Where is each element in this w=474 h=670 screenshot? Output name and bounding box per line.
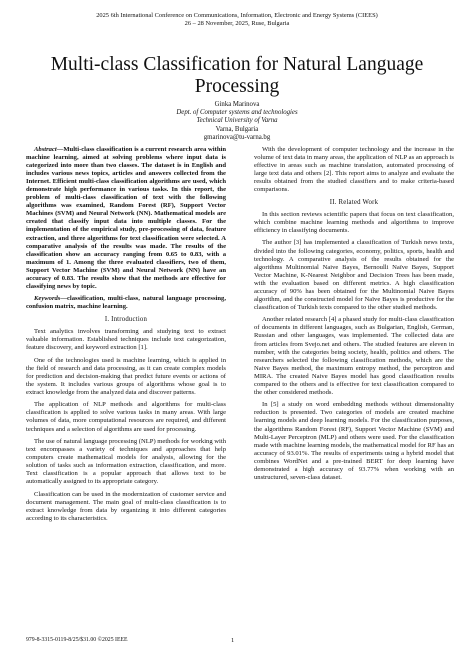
author-university: Technical University of Varna bbox=[196, 117, 278, 125]
abstract bbox=[26, 146, 226, 291]
paragraph: The application of NLP methods and algorithms for multi-class classification is applied to solve various tasks in many areas. With large volumes of data, more computational resources are required, and different techniques and a selection of algorithms are used for processing. bbox=[26, 401, 226, 433]
keywords-text: —classification, multi-class, natural language processing, confusion matrix, machine learning. bbox=[26, 295, 226, 311]
author-block bbox=[0, 101, 474, 142]
paragraph: Classification can be used in the modernization of customer service and document management. The main goal of multi-class classification is to extract knowledge from data by organizing it into different categories according to its characteristics. bbox=[26, 490, 226, 522]
author-city: Varna, Bulgaria bbox=[215, 125, 259, 133]
page-number: 1 bbox=[231, 637, 235, 644]
left-column bbox=[26, 146, 226, 528]
author-name: Ginka Marinova bbox=[214, 101, 260, 108]
paragraph: The use of natural language processing (NLP) methods for working with text encompasses a variety of techniques and approaches that help computers create mathematical models for analysis, allowing for the solution of tasks such as information extraction, classification, and more. Text classification is a popular approach that allows text to be automatically assigned to its appropriate category. bbox=[26, 438, 226, 486]
paragraph: Another related research [4] a phased study for multi-class classification of documents in different languages, such as Bulgarian, English, German, Russian and other languages, was implemented. The collected data are from articles from Svejo.net and others. The studied features are eleven in number, with the categories being society, health, politics and others. The researchers selected the following classification methods, which are the Naive Bayes method, the maximum entropy method, the perceptron and MIRA. The created Naive Bayes model has good classification results compared to the others and is effective for text classification compared to the other considered methods. bbox=[254, 316, 454, 396]
page-footer bbox=[26, 637, 448, 643]
paper-title: Multi-class Classification for Natural Language Processing bbox=[50, 54, 424, 97]
paragraph: With the development of computer technology and the increase in the volume of text data in many areas, the application of NLP as an approach is effective in areas such as machine translation, automated processing of large text data and others [2]. This report aims to analyze and evaluate the results obtained from the studied classifiers and to make criteria-based comparisons. bbox=[254, 146, 454, 194]
abstract-label: Abstract bbox=[34, 146, 57, 153]
paragraph: In this section reviews scientific papers that focus on text classification, which combine machine learning methods and algorithms to improve efficiency in classifying documents. bbox=[254, 210, 454, 234]
conference-header bbox=[0, 12, 474, 28]
abstract-text: —Multi-class classification is a current research area within machine learning, aimed at solving problems where input data is categorized into more than two classes. The dataset is in English and includes various news topics, articles and answers collected from the Internet. Efficient multi-class classification algorithms are used, which demonstrate high performance in various tasks. In this report, the problem of multi-class classification of text with the following algorithms was examined, Random Forest (RF), Support Vector Machines (SVM) and Neural Network (NN). Mathematical models are created that classify input data into multiple classes. For the implementation of the empirical study, pre-processing of data, feature extraction, and three algorithms for text classification were selected. A comparative analysis of the results was made. The results of the classification show an accuracy ranging from 0.65 to 0.83, with a maximum of 1. Among the three evaluated classifiers, two of them, Support Vector Machine (SVM) and Neural Network (NN) have an accuracy of 0.83. The results show that the methods are effective for classifying news by topic. bbox=[26, 146, 226, 290]
right-column bbox=[254, 146, 454, 486]
conference-line-2: 26 – 28 November, 2025, Ruse, Bulgaria bbox=[184, 20, 290, 27]
isbn-line: 979-8-3315-0119-8/25/$31.00 ©2025 IEEE bbox=[26, 637, 128, 643]
paragraph: In [5] a study on word embedding methods without dimensionality reduction is presented. Two categories of models are created machine learning models and deep learning models. For the classification purposes, the algorithms Random Forest (RF), Support Vector Machine (SVM) and Multi-Layer Perceptron (MLP) and others were used. For the classification made with machine learning models, the mathematical model for RF has an accuracy of 93.01%. The results of experiments using a hybrid model that combines WordNet and a pre-trained BERT for deep learning have demonstrated a high accuracy of 93.77% when working with an unstructured, seven-class dataset. bbox=[254, 401, 454, 481]
author-dept: Dept. of Computer systems and technologies bbox=[176, 109, 298, 117]
conference-line-1: 2025 6th International Conference on Communications, Information, Electronic and Energy Systems (CIEES) bbox=[96, 12, 378, 19]
section-heading-related: II. Related Work bbox=[329, 198, 379, 206]
section-heading-intro: I. Introduction bbox=[104, 315, 148, 323]
author-email: gmarinova@tu-varna.bg bbox=[203, 133, 271, 141]
keywords-label: Keywords bbox=[34, 295, 61, 303]
paragraph: The author [3] has implemented a classification of Turkish news texts, divided into the following categories, economy, politics, sports, health and technology. A comparative analysis of the results obtained for the algorithms Multinomial Naive Bayes, Bernoulli Naïve Bayes, Support Vector Machine, K-Nearest Neighbor and Decision Trees has been made, with the evaluation based on different metrics. A high classification accuracy of 90% has been obtained for the Multinomial Naive Bayes algorithm, and the constructed model for Naïve Bayes is productive for the classification of Turkish texts compared to the other studied methods. bbox=[254, 239, 454, 311]
keywords bbox=[26, 295, 226, 311]
paragraph: One of the technologies used is machine learning, which is applied in the field of research and data processing, as it can create complex models for prediction and decision-making that predict future events or actions of the system. It includes various groups of algorithms whose goal is to extract knowledge from the analyzed data and discover patterns. bbox=[26, 356, 226, 396]
paragraph: Text analytics involves transforming and studying text to extract valuable information. Established techniques include text categorization, feature discovery, and keyword extraction [1]. bbox=[26, 327, 226, 352]
